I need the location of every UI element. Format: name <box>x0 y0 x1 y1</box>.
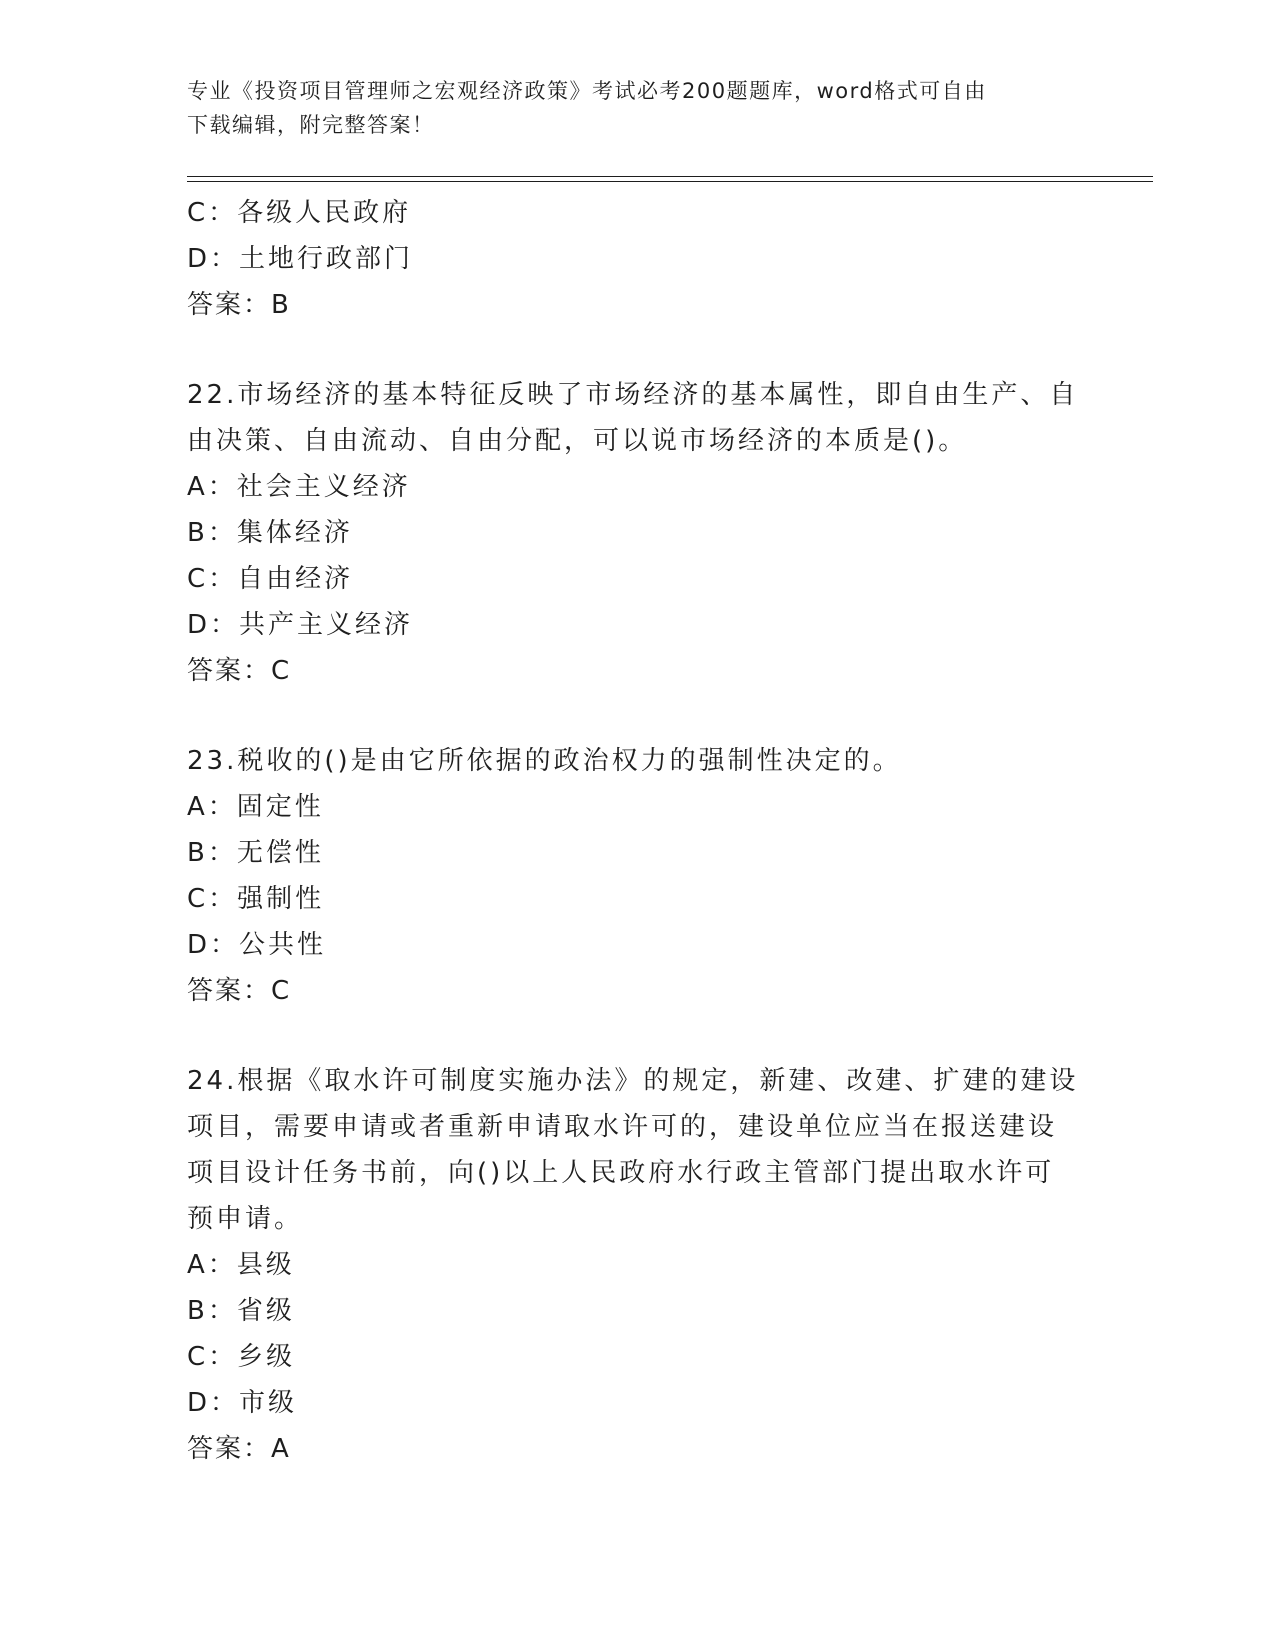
question-stem-line: 预申请。 <box>187 1204 304 1234</box>
question-stem-line: 23.税收的()是由它所依据的政治权力的强制性决定的。 <box>187 746 902 776</box>
answer-line: 答案：A <box>187 1434 291 1464</box>
answer-line: 答案：C <box>187 976 292 1006</box>
option-a: A：固定性 <box>187 792 324 822</box>
header-line-1: 专业《投资项目管理师之宏观经济政策》考试必考200题题库，word格式可自由 <box>187 79 987 103</box>
question-22 <box>187 372 1087 694</box>
option-c: C：自由经济 <box>187 564 354 594</box>
question-23 <box>187 738 1087 1014</box>
spacer <box>187 694 1087 738</box>
option-d: D：公共性 <box>187 930 327 960</box>
option-d: D：市级 <box>187 1388 298 1418</box>
answer-line: 答案：B <box>187 290 291 320</box>
header-divider-top <box>187 176 1153 177</box>
question-body <box>187 190 1087 1472</box>
option-c: C：强制性 <box>187 884 325 914</box>
option-b: B：省级 <box>187 1296 295 1326</box>
question-stem-line: 24.根据《取水许可制度实施办法》的规定，新建、改建、扩建的建设 <box>187 1066 1079 1096</box>
question-stem-line: 22.市场经济的基本特征反映了市场经济的基本属性，即自由生产、自 <box>187 380 1079 410</box>
option-d: D：共产主义经济 <box>187 610 414 640</box>
option-a: A：社会主义经济 <box>187 472 411 502</box>
option-b: B：无偿性 <box>187 838 324 868</box>
option-c: C：各级人民政府 <box>187 198 412 228</box>
question-21-continuation <box>187 190 1087 328</box>
spacer <box>187 1014 1087 1058</box>
header-line-2: 下载编辑，附完整答案！ <box>187 113 435 137</box>
option-c: C：乡级 <box>187 1342 296 1372</box>
question-24 <box>187 1058 1087 1472</box>
header-divider-bottom <box>187 181 1153 182</box>
option-d: D：土地行政部门 <box>187 244 414 274</box>
question-stem-line: 项目，需要申请或者重新申请取水许可的，建设单位应当在报送建设 <box>187 1112 1058 1142</box>
answer-line: 答案：C <box>187 656 292 686</box>
document-header <box>187 74 1067 142</box>
question-stem-line: 项目设计任务书前，向()以上人民政府水行政主管部门提出取水许可 <box>187 1158 1055 1188</box>
option-a: A：县级 <box>187 1250 295 1280</box>
option-b: B：集体经济 <box>187 518 353 548</box>
question-stem-line: 由决策、自由流动、自由分配，可以说市场经济的本质是()。 <box>187 426 968 456</box>
spacer <box>187 328 1087 372</box>
